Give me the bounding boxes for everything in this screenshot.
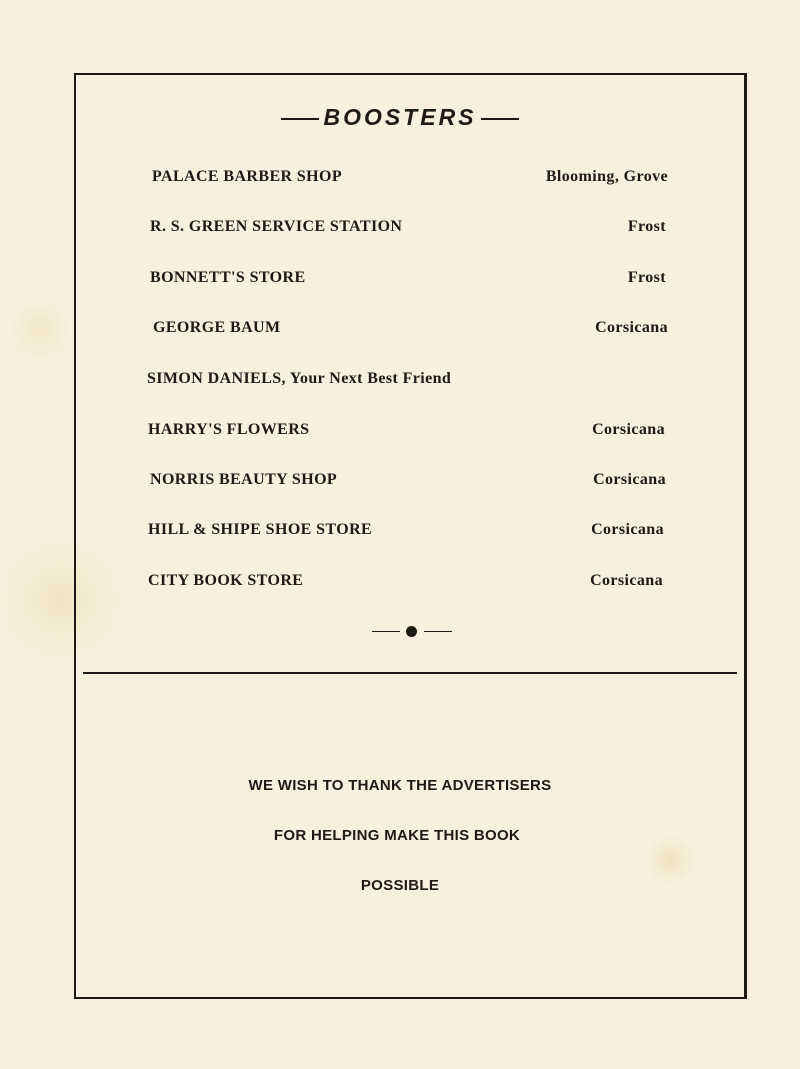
booster-row <box>150 218 666 242</box>
booster-row <box>150 471 666 495</box>
section-divider <box>83 672 737 674</box>
thanks-line-1: WE WISH TO THANK THE ADVERTISERS <box>248 777 552 794</box>
booster-name: NORRIS BEAUTY SHOP <box>150 471 338 488</box>
heading-dash-right <box>481 118 519 120</box>
booster-row <box>150 269 666 293</box>
booster-town: Corsicana <box>592 421 665 438</box>
booster-name: SIMON DANIELS, Your Next Best Friend <box>147 370 452 387</box>
booster-name: HARRY'S FLOWERS <box>148 421 310 438</box>
booster-town: Corsicana <box>593 471 666 488</box>
ornament-line-left <box>372 631 400 632</box>
booster-name: HILL & SHIPE SHOE STORE <box>148 521 373 538</box>
booster-row <box>148 421 665 445</box>
booster-town: Corsicana <box>595 319 668 336</box>
boosters-heading <box>0 104 800 131</box>
booster-row <box>147 370 667 394</box>
booster-name: CITY BOOK STORE <box>148 572 304 589</box>
booster-name: GEORGE BAUM <box>153 319 281 336</box>
booster-name: PALACE BARBER SHOP <box>152 168 343 185</box>
heading-title: BOOSTERS <box>323 104 477 130</box>
booster-row <box>153 319 668 343</box>
thanks-line-3: POSSIBLE <box>360 877 440 894</box>
booster-town: Corsicana <box>591 521 664 538</box>
booster-row <box>148 521 664 545</box>
ornament-line-right <box>424 631 452 632</box>
booster-row <box>152 168 668 192</box>
section-ornament <box>372 624 454 640</box>
booster-town: Frost <box>627 218 666 235</box>
booster-name: BONNETT'S STORE <box>150 269 306 286</box>
booster-town: Blooming, Grove <box>545 168 668 185</box>
booster-row <box>148 572 663 596</box>
thanks-line-2: FOR HELPING MAKE THIS BOOK <box>273 827 521 844</box>
booster-name: R. S. GREEN SERVICE STATION <box>150 218 403 235</box>
heading-dash-left <box>281 118 319 120</box>
ornament-dot <box>406 626 417 637</box>
booster-town: Corsicana <box>590 572 663 589</box>
booster-town: Frost <box>627 269 666 286</box>
